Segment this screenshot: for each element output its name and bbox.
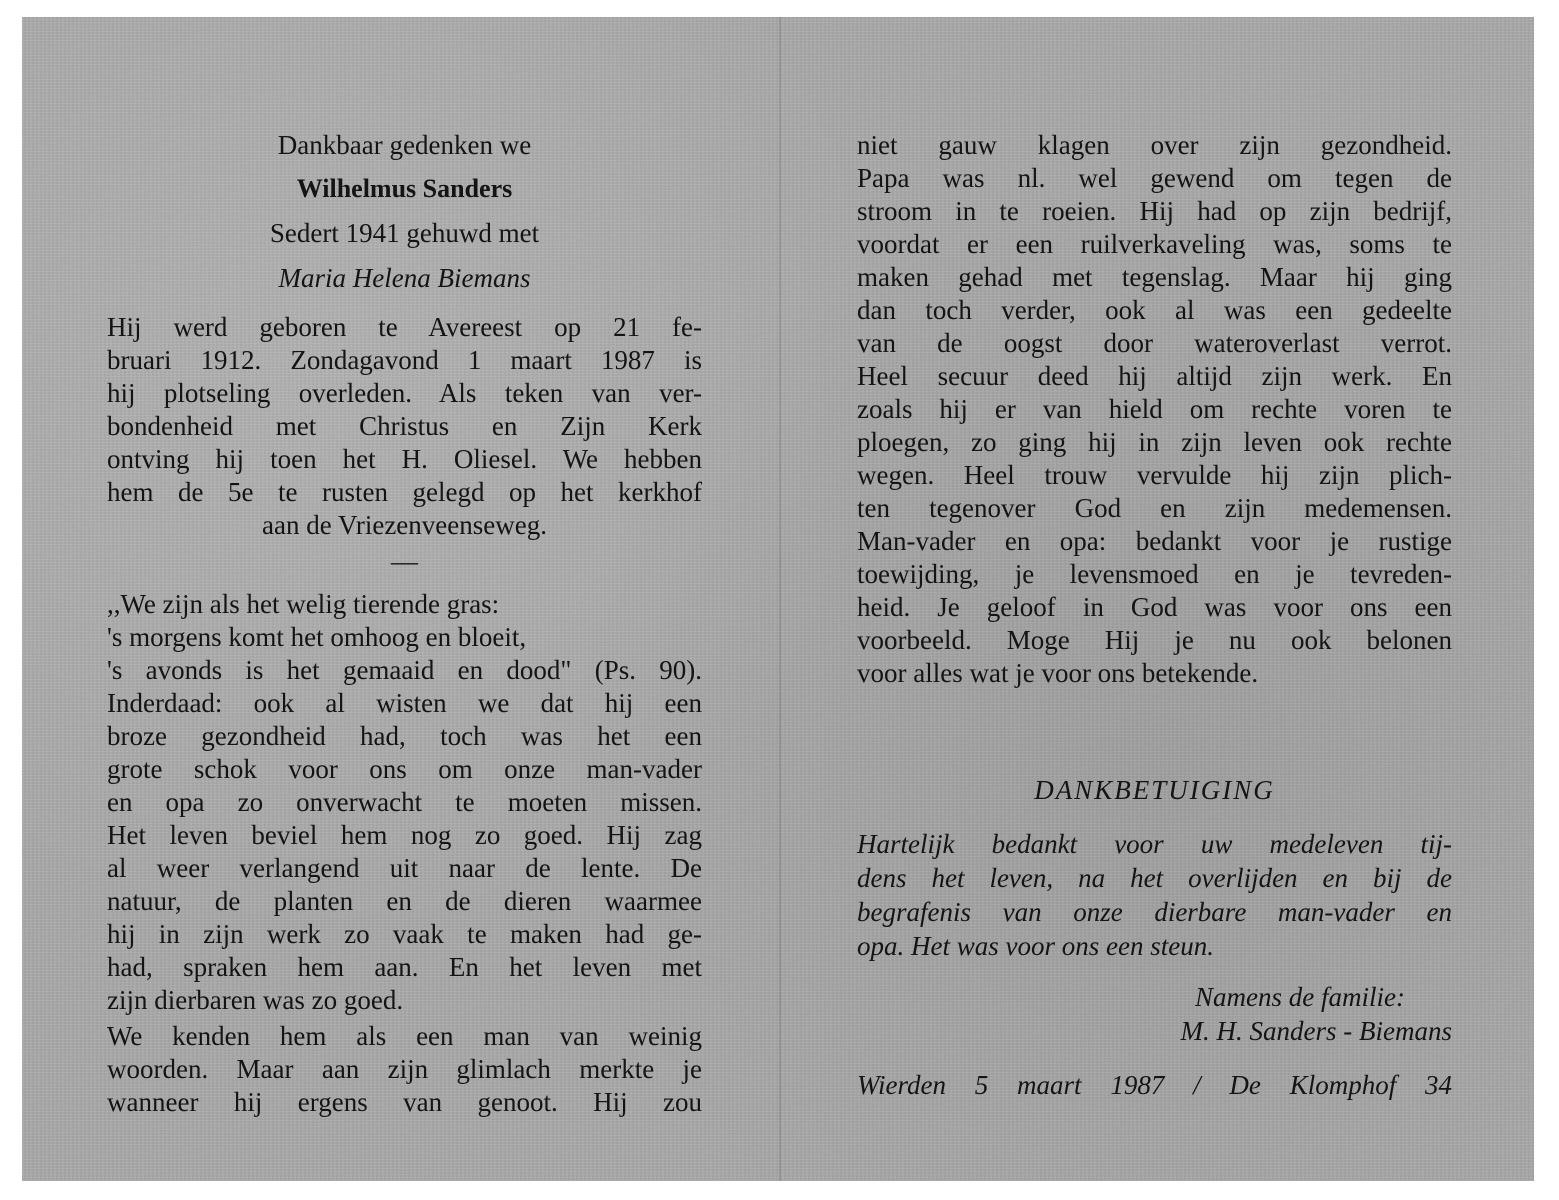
- thanks-title: DANKBETUIGING: [1034, 775, 1275, 805]
- body-line: ten tegenover God en zijn medemensen.: [857, 493, 1452, 523]
- bio-line: hem de 5e te rusten gelegd op het kerkhof: [107, 477, 702, 507]
- bio-line: ontving hij toen het H. Oliesel. We hebben: [107, 444, 702, 474]
- bio-line: bruari 1912. Zondagavond 1 maart 1987 is: [107, 345, 702, 375]
- body-line: voordat er een ruilverkaveling was, soms te: [857, 229, 1452, 259]
- place-date: Wierden 5 maart 1987 / De Klomphof 34: [857, 1070, 1452, 1100]
- body-line: stroom in te roeien. Hij had op zijn bedrijf,: [857, 196, 1452, 226]
- body-line: al weer verlangend uit naar de lente. De: [107, 853, 702, 883]
- signature-label: Namens de familie:: [1195, 982, 1405, 1012]
- body-line: Heel secuur deed hij altijd zijn werk. En: [857, 361, 1452, 391]
- body-line: ,,We zijn als het welig tierende gras:: [107, 589, 500, 619]
- body-line: van de oogst door wateroverlast verrot.: [857, 328, 1452, 358]
- thanks-line: begrafenis van onze dierbare man-vader en: [857, 897, 1452, 927]
- body-line: zijn dierbaren was zo goed.: [107, 985, 404, 1015]
- thanks-line: Hartelijk bedankt voor uw medeleven tij-: [857, 829, 1452, 859]
- body-line: Het leven beviel hem nog zo goed. Hij zag: [107, 820, 702, 850]
- section-separator: —: [391, 546, 418, 576]
- body-line: voor alles wat je voor ons betekende.: [857, 658, 1259, 688]
- signature-name: M. H. Sanders - Biemans: [1180, 1016, 1452, 1046]
- body-line: voorbeeld. Moge Hij je nu ook belonen: [857, 625, 1452, 655]
- body-line: Inderdaad: ook al wisten we dat hij een: [107, 688, 702, 718]
- body-line: maken gehad met tegenslag. Maar hij ging: [857, 262, 1452, 292]
- thanks-line: opa. Het was voor ons een steun.: [857, 931, 1214, 961]
- body-line: toewijding, je levensmoed en je tevreden-: [857, 559, 1452, 589]
- thanks-line: dens het leven, na het overlijden en bij de: [857, 863, 1452, 893]
- body-line: We kenden hem als een man van weinig: [107, 1021, 702, 1051]
- body-line: had, spraken hem aan. En het leven met: [107, 952, 702, 982]
- body-line: niet gauw klagen over zijn gezondheid.: [857, 130, 1452, 160]
- body-line: natuur, de planten en de dieren waarmee: [107, 886, 702, 916]
- body-line: 's avonds is het gemaaid en dood" (Ps. 90).: [107, 655, 702, 685]
- bio-line: Hij werd geboren te Avereest op 21 fe-: [107, 312, 702, 342]
- body-line: en opa zo onverwacht te moeten missen.: [107, 787, 702, 817]
- body-line: zoals hij er van hield om rechte voren te: [857, 394, 1452, 424]
- body-line: Papa was nl. wel gewend om tegen de: [857, 163, 1452, 193]
- marriage-line: Sedert 1941 gehuwd met: [269, 218, 540, 248]
- body-line: woorden. Maar aan zijn glimlach merkte je: [107, 1054, 702, 1084]
- body-line: hij in zijn werk zo vaak te maken had ge-: [107, 919, 702, 949]
- body-line: 's morgens komt het omhoog en bloeit,: [107, 622, 527, 652]
- body-line: broze gezondheid had, toch was het een: [107, 721, 702, 751]
- body-line: wegen. Heel trouw vervulde hij zijn plich-: [857, 460, 1452, 490]
- bio-line: hij plotseling overleden. Als teken van ver-: [107, 378, 702, 408]
- intro-line: Dankbaar gedenken we: [277, 130, 532, 160]
- body-line: dan toch verder, ook al was een gedeelte: [857, 295, 1452, 325]
- deceased-name: Wilhelmus Sanders: [296, 174, 513, 203]
- body-line: heid. Je geloof in God was voor ons een: [857, 592, 1452, 622]
- body-line: grote schok voor ons om onze man-vader: [107, 754, 702, 784]
- memorial-card: [22, 17, 1534, 1181]
- spouse-name: Maria Helena Biemans: [278, 263, 531, 293]
- bio-line: aan de Vriezenveenseweg.: [262, 510, 547, 540]
- body-line: wanneer hij ergens van genoot. Hij zou: [107, 1087, 702, 1117]
- body-line: Man-vader en opa: bedankt voor je rustige: [857, 526, 1452, 556]
- body-line: ploegen, zo ging hij in zijn leven ook rechte: [857, 427, 1452, 457]
- bio-line: bondenheid met Christus en Zijn Kerk: [107, 411, 702, 441]
- center-fold: [779, 17, 781, 1181]
